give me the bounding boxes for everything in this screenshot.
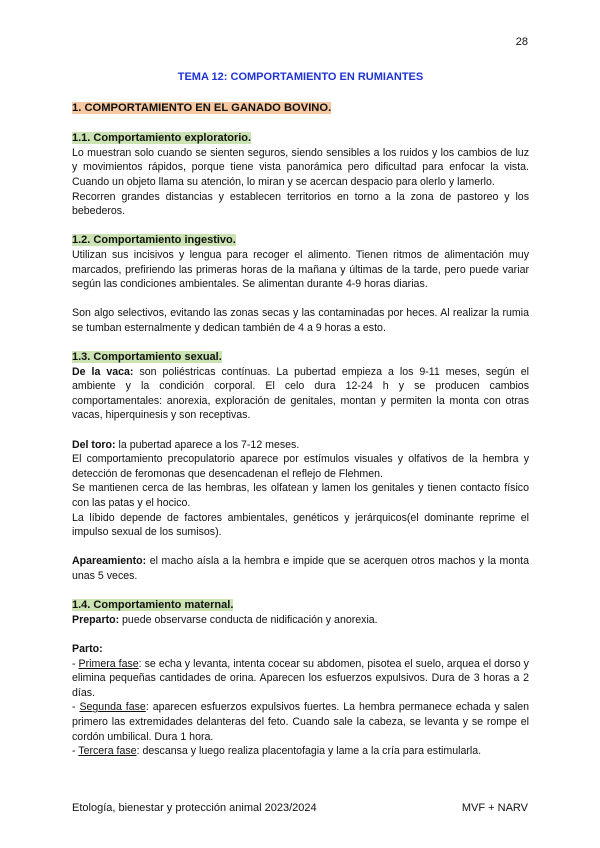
label: Parto: bbox=[72, 642, 103, 655]
page-title: TEMA 12: COMPORTAMIENTO EN RUMIANTES bbox=[177, 71, 424, 83]
paragraph: Recorren grandes distancias y establecen territorios en torno a la zona de pastoreo y los bebederos. bbox=[72, 190, 529, 218]
paragraph: Se mantienen cerca de las hembras, les olfatean y lamen los genitales y tienen contacto físico con las patas y el hocico. bbox=[72, 482, 529, 510]
subsection-heading-1-3: 1.3. Comportamiento sexual. bbox=[72, 351, 222, 364]
label: Preparto: bbox=[72, 613, 120, 626]
paragraph: El comportamiento precopulatorio aparece por estímulos visuales y olfativos de la hembra y detección de feromonas que desencadenan el reflejo de Flehmen. bbox=[72, 453, 529, 480]
paragraph: Utilizan sus incisivos y lengua para recoger el alimento. Tienen ritmos de alimentación muy marcados, prefiriendo las primeras horas de la mañana y últimas de la tarde, pero puede variar según las condiciones ambientales. Se alimentan durante 4-9 horas diarias. bbox=[72, 248, 529, 291]
paragraph: De la vaca: son poliéstricas contínuas. La pubertad empieza a los 9-11 meses, según el ambiente y la condición corporal. El celo dura 12-24 h y se producen cambios comportamentales: anorexia, exploración de genitales, montan y permiten la monta con otras vacas, hiperquinesis y son receptivas. bbox=[72, 365, 529, 422]
paragraph: Apareamiento: el macho aísla a la hembra e impide que se acerquen otros machos y la monta unas 5 veces. bbox=[72, 555, 529, 582]
paragraph: La líbido depende de factores ambientales, genéticos y jerárquicos(el dominante reprime el impulso sexual de los sumisos). bbox=[72, 511, 529, 539]
footer-left: Etología, bienestar y protección animal 2023/2024 bbox=[72, 802, 317, 814]
subsection-heading-1-4: 1.4. Comportamiento maternal. bbox=[72, 599, 234, 612]
list-item: - Primera fase: se echa y levanta, intenta cocear su abdomen, pisotea el suelo, arquea el dorso y elimina pequeñas cantidades de orina. Aparecen los esfuerzos expulsivos. Dura de 3 horas a 2 días. bbox=[72, 657, 529, 699]
paragraph bbox=[72, 642, 529, 657]
page-footer bbox=[72, 802, 528, 814]
subsection-heading-1-1: 1.1. Comportamiento exploratorio. bbox=[72, 132, 252, 145]
page-number: 28 bbox=[515, 36, 528, 48]
subsection-heading-1-2: 1.2. Comportamiento ingestivo. bbox=[72, 234, 236, 247]
paragraph: Preparto: puede observarse conducta de nidificación y anorexia. bbox=[72, 613, 378, 626]
label: Apareamiento: bbox=[72, 555, 147, 568]
label: Del toro: bbox=[72, 438, 116, 451]
document-body bbox=[72, 70, 529, 759]
list-item: - Segunda fase: aparecen esfuerzos expulsivos fuertes. La hembra permanece echada y salen primero las extremidades delanteras del feto. Cuando sale la cabeza, se levanta y se rompe el cordón umbilical. Dura 1 hora. bbox=[72, 701, 529, 743]
section-heading-1: 1. COMPORTAMIENTO EN EL GANADO BOVINO. bbox=[72, 101, 332, 114]
paragraph: Del toro: la pubertad aparece a los 7-12 meses. bbox=[72, 438, 300, 451]
label: De la vaca: bbox=[72, 365, 134, 378]
paragraph: Lo muestran solo cuando se sienten seguros, siendo sensibles a los ruidos y los cambios de luz y movimientos rápidos, porque tiene vista panorámica pero dificultad para enfocar la vista. Cuando un objeto llama su atención, lo miran y se acercan despacio para olerlo y lamerlo. bbox=[72, 146, 529, 188]
paragraph: Son algo selectivos, evitando las zonas secas y las contaminadas por heces. Al realizar la rumia se tumban esternalmente y dedican también de 4 a 9 horas a esto. bbox=[72, 307, 529, 334]
footer-right: MVF + NARV bbox=[461, 802, 528, 814]
list-item: - Tercera fase: descansa y luego realiza placentofagia y lame a la cría para estimularla. bbox=[72, 745, 482, 758]
